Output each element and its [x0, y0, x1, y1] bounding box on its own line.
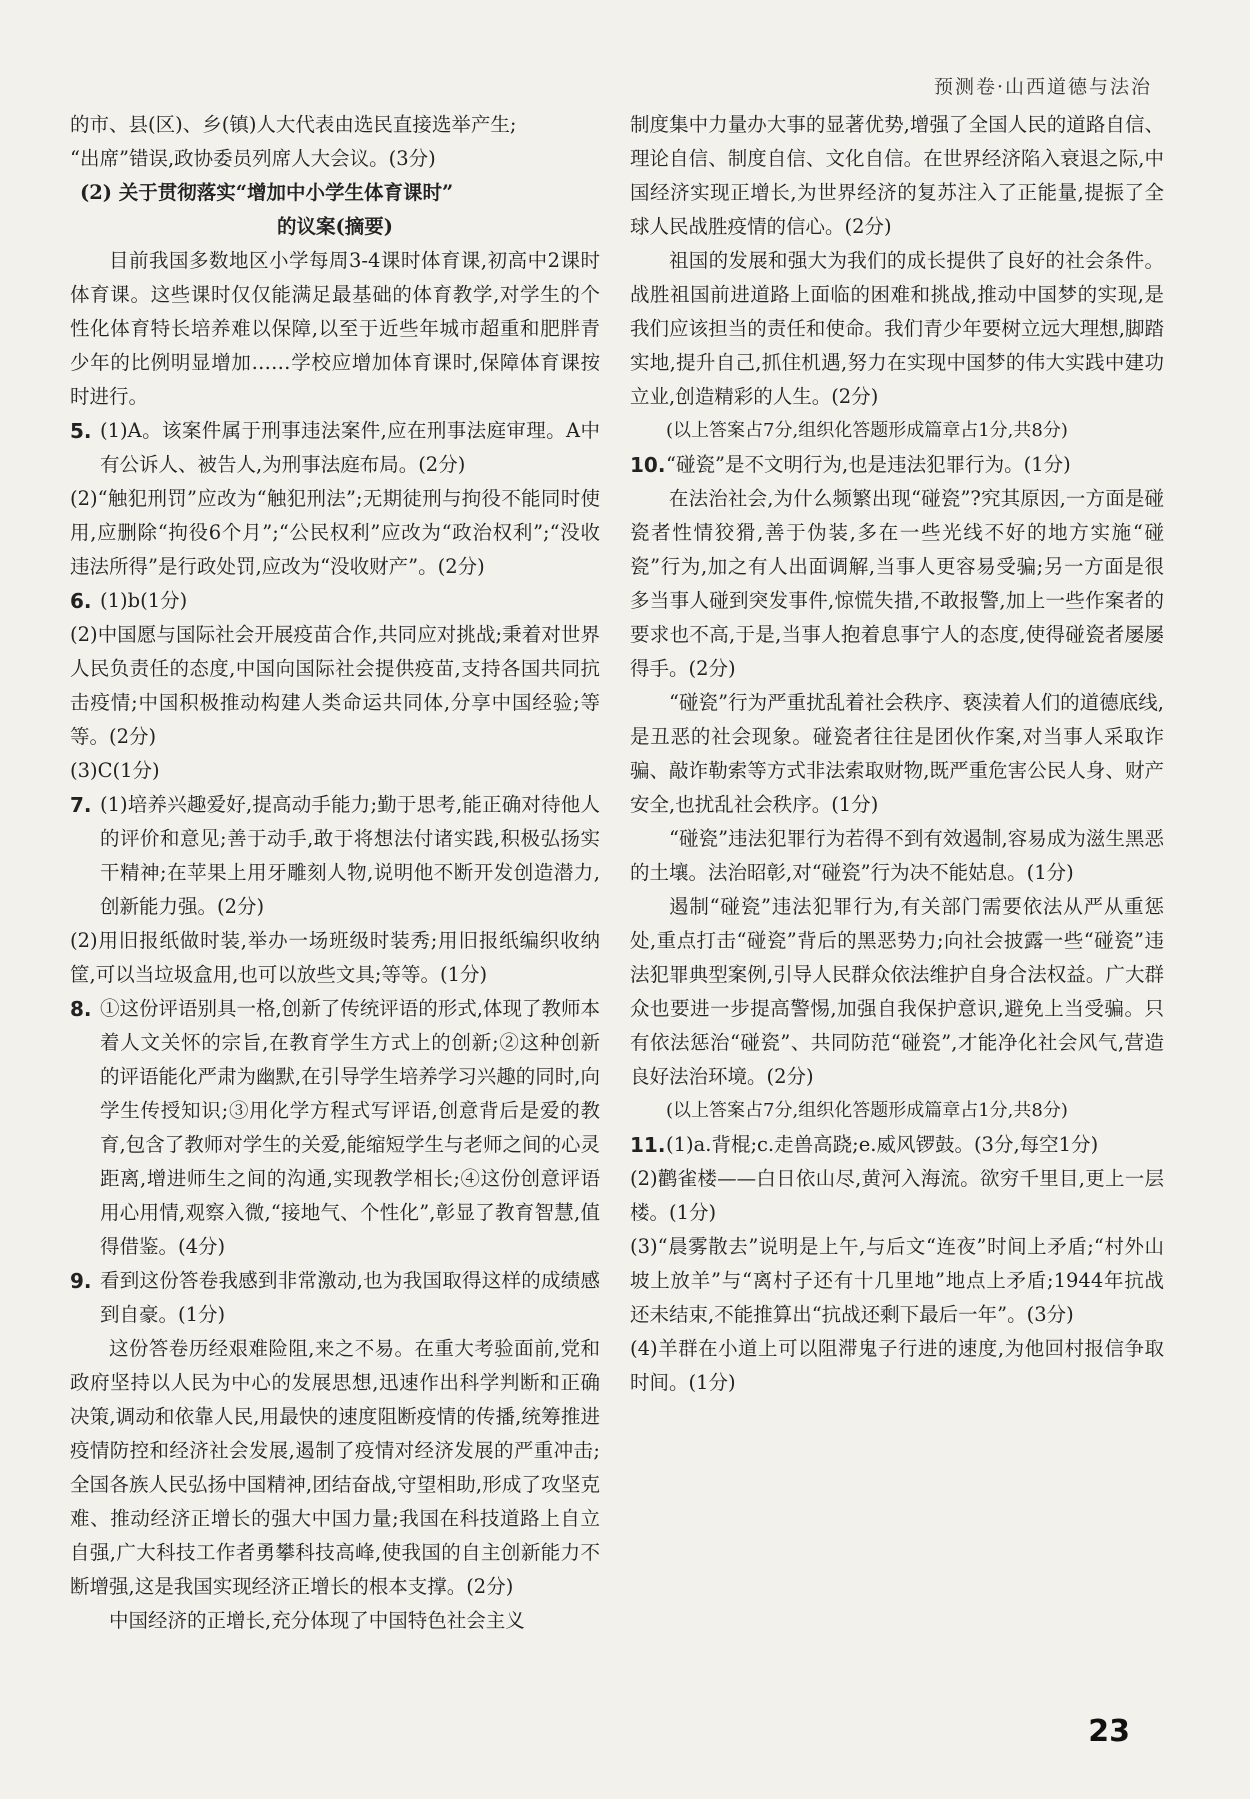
- question-5: [70, 414, 600, 482]
- question-number: 7.: [70, 793, 92, 817]
- proposal-subheading: 的议案(摘要): [277, 215, 393, 238]
- answer-text: 中国经济的正增长,充分体现了中国特色社会主义: [109, 1609, 525, 1632]
- answer-text: (1)a.背棍;c.走兽高跷;e.威风锣鼓。(3分,每空1分): [666, 1133, 1099, 1156]
- question-number: 11.: [630, 1133, 666, 1157]
- answer-text: “碰瓷”行为严重扰乱着社会秩序、亵渎着人们的道德底线,是丑恶的社会现象。碰瓷者往往是团伙作案,对当事人采取诈骗、敲诈勒索等方式非法索取财物,既严重危害公民人身、财产安全,也扰乱社会秩序。(1分): [630, 691, 1164, 816]
- question-8: [70, 992, 600, 1264]
- scoring-note: (以上答案占7分,组织化答题形成篇章占1分,共8分): [666, 1100, 1068, 1121]
- question-number: 8.: [70, 997, 92, 1021]
- question-10: [630, 448, 1164, 482]
- proposal-heading: (2) 关于贯彻落实“增加中小学生体育课时”: [80, 181, 454, 204]
- page-header: 预测卷·山西道德与法治: [933, 76, 1152, 98]
- answer-text: 制度集中力量办大事的显著优势,增强了全国人民的道路自信、理论自信、制度自信、文化自信。在世界经济陷入衰退之际,中国经济实现正增长,为世界经济的复苏注入了正能量,提振了全球人民战胜疫情的信心。(2分): [630, 113, 1164, 238]
- answer-text: (1)A。该案件属于刑事违法案件,应在刑事法庭审理。A中有公诉人、被告人,为刑事法庭布局。(2分): [100, 419, 600, 476]
- right-column: [630, 108, 1164, 1400]
- question-7: [70, 788, 600, 924]
- answer-text: (3)C(1分): [70, 759, 160, 782]
- left-column: [70, 108, 600, 1638]
- question-number: 10.: [630, 453, 666, 477]
- answer-text: “出席”错误,政协委员列席人大会议。(3分): [70, 147, 436, 170]
- answer-text: (1)b(1分): [100, 589, 188, 612]
- answer-text: “碰瓷”是不文明行为,也是违法犯罪行为。(1分): [666, 453, 1071, 476]
- question-number: 5.: [70, 419, 92, 443]
- answer-text: (3)“晨雾散去”说明是上午,与后文“连夜”时间上矛盾;“村外山坡上放羊”与“离村子还有十几里地”地点上矛盾;1944年抗战还未结束,不能推算出“抗战还剩下最后一年”。(3分): [630, 1235, 1164, 1326]
- answer-text: (2)用旧报纸做时装,举办一场班级时装秀;用旧报纸编织收纳筐,可以当垃圾盒用,也可以放些文具;等等。(1分): [70, 929, 600, 986]
- answer-text: ①这份评语别具一格,创新了传统评语的形式,体现了教师本着人文关怀的宗旨,在教育学生方式上的创新;②这种创新的评语能化严肃为幽默,在引导学生培养学习兴趣的同时,向学生传授知识;③用化学方程式写评语,创意背后是爱的教育,包含了教师对学生的关爱,能缩短学生与老师之间的心灵距离,增进师生之间的沟通,实现教学相长;④这份创意评语用心用情,观察入微,“接地气、个性化”,彰显了教育智慧,值得借鉴。(4分): [100, 997, 600, 1258]
- scoring-note: (以上答案占7分,组织化答题形成篇章占1分,共8分): [666, 420, 1068, 441]
- question-11: [630, 1128, 1164, 1162]
- answer-text: (2)中国愿与国际社会开展疫苗合作,共同应对挑战;秉着对世界人民负责任的态度,中国向国际社会提供疫苗,支持各国共同抗击疫情;中国积极推动构建人类命运共同体,分享中国经验;等等。(2分): [70, 623, 600, 748]
- question-number: 9.: [70, 1269, 92, 1293]
- answer-text: 这份答卷历经艰难险阻,来之不易。在重大考验面前,党和政府坚持以人民为中心的发展思想,迅速作出科学判断和正确决策,调动和依靠人民,用最快的速度阻断疫情的传播,统筹推进疫情防控和经济社会发展,遏制了疫情对经济发展的严重冲击;全国各族人民弘扬中国精神,团结奋战,守望相助,形成了攻坚克难、推动经济正增长的强大中国力量;我国在科技道路上自立自强,广大科技工作者勇攀科技高峰,使我国的自主创新能力不断增强,这是我国实现经济正增长的根本支撑。(2分): [70, 1337, 600, 1598]
- answer-text: (2)“触犯刑罚”应改为“触犯刑法”;无期徒刑与拘役不能同时使用,应删除“拘役6个月”;“公民权利”应改为“政治权利”;“没收违法所得”是行政处罚,应改为“没收财产”。(2分): [70, 487, 600, 578]
- proposal-body: 目前我国多数地区小学每周3-4课时体育课,初高中2课时体育课。这些课时仅仅能满足最基础的体育教学,对学生的个性化体育特长培养难以保障,以至于近些年城市超重和肥胖青少年的比例明显增加……学校应增加体育课时,保障体育课按时进行。: [70, 249, 600, 408]
- answer-text: (1)培养兴趣爱好,提高动手能力;勤于思考,能正确对待他人的评价和意见;善于动手,敢于将想法付诸实践,积极弘扬实干精神;在苹果上用牙雕刻人物,说明他不断开发创造潜力,创新能力强。(2分): [100, 793, 600, 918]
- answer-text: 祖国的发展和强大为我们的成长提供了良好的社会条件。战胜祖国前进道路上面临的困难和挑战,推动中国梦的实现,是我们应该担当的责任和使命。我们青少年要树立远大理想,脚踏实地,提升自己,抓住机遇,努力在实现中国梦的伟大实践中建功立业,创造精彩的人生。(2分): [630, 249, 1164, 408]
- answer-text: “碰瓷”违法犯罪行为若得不到有效遏制,容易成为滋生黑恶的土壤。法治昭彰,对“碰瓷”行为决不能姑息。(1分): [630, 827, 1164, 884]
- answer-text: 在法治社会,为什么频繁出现“碰瓷”?究其原因,一方面是碰瓷者性情狡猾,善于伪装,多在一些光线不好的地方实施“碰瓷”行为,加之有人出面调解,当事人更容易受骗;另一方面是很多当事人碰到突发事件,惊慌失措,不敢报警,加上一些作案者的要求也不高,于是,当事人抱着息事宁人的态度,使得碰瓷者屡屡得手。(2分): [630, 487, 1164, 680]
- answer-text: 看到这份答卷我感到非常激动,也为我国取得这样的成绩感到自豪。(1分): [100, 1269, 600, 1326]
- answer-text: (2)鹳雀楼——白日依山尽,黄河入海流。欲穷千里目,更上一层楼。(1分): [630, 1167, 1164, 1224]
- answer-text: 的市、县(区)、乡(镇)人大代表由选民直接选举产生;: [70, 113, 517, 136]
- answer-text: (4)羊群在小道上可以阻滞鬼子行进的速度,为他回村报信争取时间。(1分): [630, 1337, 1164, 1394]
- question-number: 6.: [70, 589, 92, 613]
- question-6: [70, 584, 600, 618]
- answer-text: 遏制“碰瓷”违法犯罪行为,有关部门需要依法从严从重惩处,重点打击“碰瓷”背后的黑恶势力;向社会披露一些“碰瓷”违法犯罪典型案例,引导人民群众依法维护自身合法权益。广大群众也要进一步提高警惕,加强自我保护意识,避免上当受骗。只有依法惩治“碰瓷”、共同防范“碰瓷”,才能净化社会风气,营造良好法治环境。(2分): [630, 895, 1164, 1088]
- page-number: 23: [1088, 1714, 1130, 1749]
- question-9: [70, 1264, 600, 1332]
